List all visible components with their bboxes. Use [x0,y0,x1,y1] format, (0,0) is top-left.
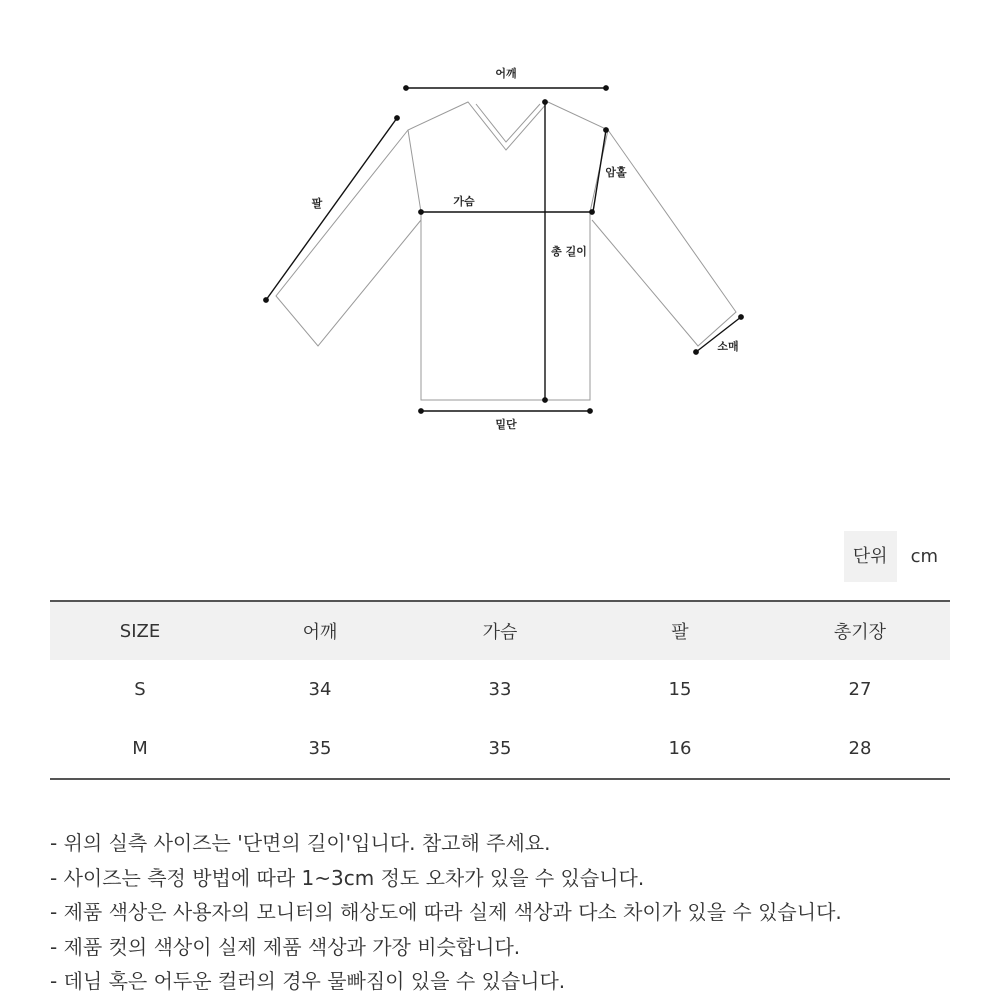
cell-total-length: 28 [848,738,872,759]
unit-value: cm [910,546,938,567]
table-header-row [50,601,950,660]
notes-list [50,826,842,999]
size-diagram [0,0,1000,470]
cell-chest: 35 [488,738,512,759]
table-row [50,660,950,719]
cell-chest: 33 [488,679,512,700]
shoulder-label: 어깨 [495,67,517,80]
cell-arm: 16 [668,738,692,759]
table-row [50,719,950,779]
note-item: - 사이즈는 측정 방법에 따라 1~3cm 정도 오차가 있을 수 있습니다. [50,865,645,890]
garment-outline [276,102,739,400]
cell-arm: 15 [668,679,692,700]
arm-label: 팔 [311,197,323,210]
cell-size: S [134,679,146,700]
hem-label: 밑단 [495,418,517,431]
cell-shoulder: 35 [308,738,332,759]
cuff-label: 소매 [717,340,739,353]
cell-size: M [132,738,148,759]
header-size: SIZE [50,601,230,660]
total-length-label: 총 길이 [551,245,587,258]
note-item: - 제품 컷의 색상이 실제 제품 색상과 가장 비슷합니다. [50,934,521,959]
header-shoulder: 어깨 [230,601,410,660]
note-item: - 제품 색상은 사용자의 모니터의 해상도에 따라 실제 색상과 다소 차이가 있을 수 있습니다. [50,900,842,924]
note-item: - 데님 혹은 어두운 컬러의 경우 물빠짐이 있을 수 있습니다. [50,969,566,993]
header-arm: 팔 [590,601,770,660]
cell-shoulder: 34 [308,679,332,700]
armhole-label: 암홀 [605,166,627,179]
unit-indicator [844,531,938,582]
measurement-lines [264,86,743,413]
chest-label: 가슴 [453,195,475,208]
header-chest: 가슴 [410,601,590,660]
header-total-length: 총기장 [770,601,950,660]
note-item: - 위의 실측 사이즈는 '단면의 길이'입니다. 참고해 주세요. [50,831,551,855]
size-table [50,600,950,780]
unit-label: 단위 [844,531,897,582]
cell-total-length: 27 [848,679,872,700]
